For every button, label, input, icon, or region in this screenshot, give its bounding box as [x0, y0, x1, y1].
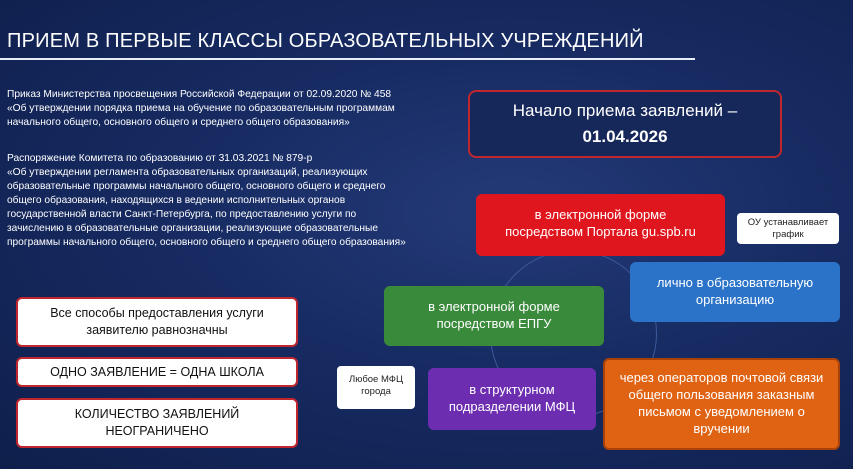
doc1-line: Приказ Министерства просвещения Российской Федерации от 02.09.2020 № 458 — [7, 89, 392, 100]
unlimited-applications-note — [16, 398, 298, 448]
slide-title: ПРИЕМ В ПЕРВЫЕ КЛАССЫ ОБРАЗОВАТЕЛЬНЫХ УЧРЕЖДЕНИЙ — [7, 30, 644, 52]
doc2-line: программы начального общего, основного общего и среднего общего образования» — [7, 237, 406, 248]
doc2-line: «Об утверждении регламента образовательных организаций, реализующих — [7, 167, 368, 178]
order-879-text — [7, 152, 452, 250]
method-portal-box — [476, 194, 725, 256]
method-post-line: через операторов почтовой связи — [619, 370, 824, 385]
unlimited-line: НЕОГРАНИЧЕНО — [105, 424, 209, 438]
method-in-person-line: организацию — [695, 292, 775, 307]
method-epgu-box — [384, 286, 604, 346]
schedule-note-line: ОУ устанавливает — [747, 217, 829, 228]
doc2-line: зачислению в образовательные организации, реализующие образовательные — [7, 223, 379, 234]
method-mfc-line: подразделении МФЦ — [448, 399, 576, 414]
method-epgu-line: посредством ЕПГУ — [436, 316, 552, 331]
start-date-box — [468, 90, 782, 158]
title-underline — [0, 58, 695, 60]
unlimited-line: КОЛИЧЕСТВО ЗАЯВЛЕНИЙ — [74, 407, 240, 421]
any-mfc-line: Любое МФЦ — [348, 374, 404, 385]
method-in-person-line: лично в образовательную — [656, 275, 814, 290]
doc1-line: начального общего, основного общего и среднего общего образования» — [7, 117, 350, 128]
method-mfc-line: в структурном — [469, 382, 555, 397]
method-mfc-box — [428, 368, 596, 430]
method-portal-line: посредством Портала gu.spb.ru — [505, 224, 696, 239]
method-post-box — [603, 358, 840, 450]
doc2-line: образовательные программы начального общего, основного общего и среднего — [7, 181, 386, 192]
one-application-note — [16, 357, 298, 387]
any-mfc-note — [337, 366, 415, 409]
method-epgu-line: в электронной форме — [428, 299, 560, 314]
start-date-label: Начало приема заявлений – — [512, 101, 738, 120]
equal-methods-line: заявителю равнозначны — [86, 323, 228, 337]
schedule-note — [737, 213, 839, 244]
start-date-value: 01.04.2026 — [582, 127, 668, 146]
method-post-line: вручении — [693, 421, 750, 436]
doc2-line: Распоряжение Комитета по образованию от 31.03.2021 № 879-р — [7, 153, 313, 164]
method-in-person-box — [630, 262, 840, 322]
schedule-note-line: график — [772, 229, 804, 240]
method-portal-line: в электронной форме — [534, 207, 667, 222]
doc1-line: «Об утверждении порядка приема на обучение по образовательным программам — [7, 103, 395, 114]
method-post-line: общего пользования заказным — [628, 387, 815, 402]
equal-methods-note — [16, 297, 298, 347]
order-458-text — [7, 88, 437, 130]
doc2-line: общего образования, находящихся в ведении исполнительных органов — [7, 195, 346, 206]
any-mfc-line: города — [361, 386, 391, 397]
one-application-text: ОДНО ЗАЯВЛЕНИЕ = ОДНА ШКОЛА — [50, 365, 264, 379]
method-post-line: письмом с уведомлением о — [638, 404, 805, 419]
doc2-line: государственной власти Санкт-Петербурга, по предоставлению услуги по — [7, 209, 357, 220]
equal-methods-line: Все способы предоставления услуги — [50, 306, 264, 320]
